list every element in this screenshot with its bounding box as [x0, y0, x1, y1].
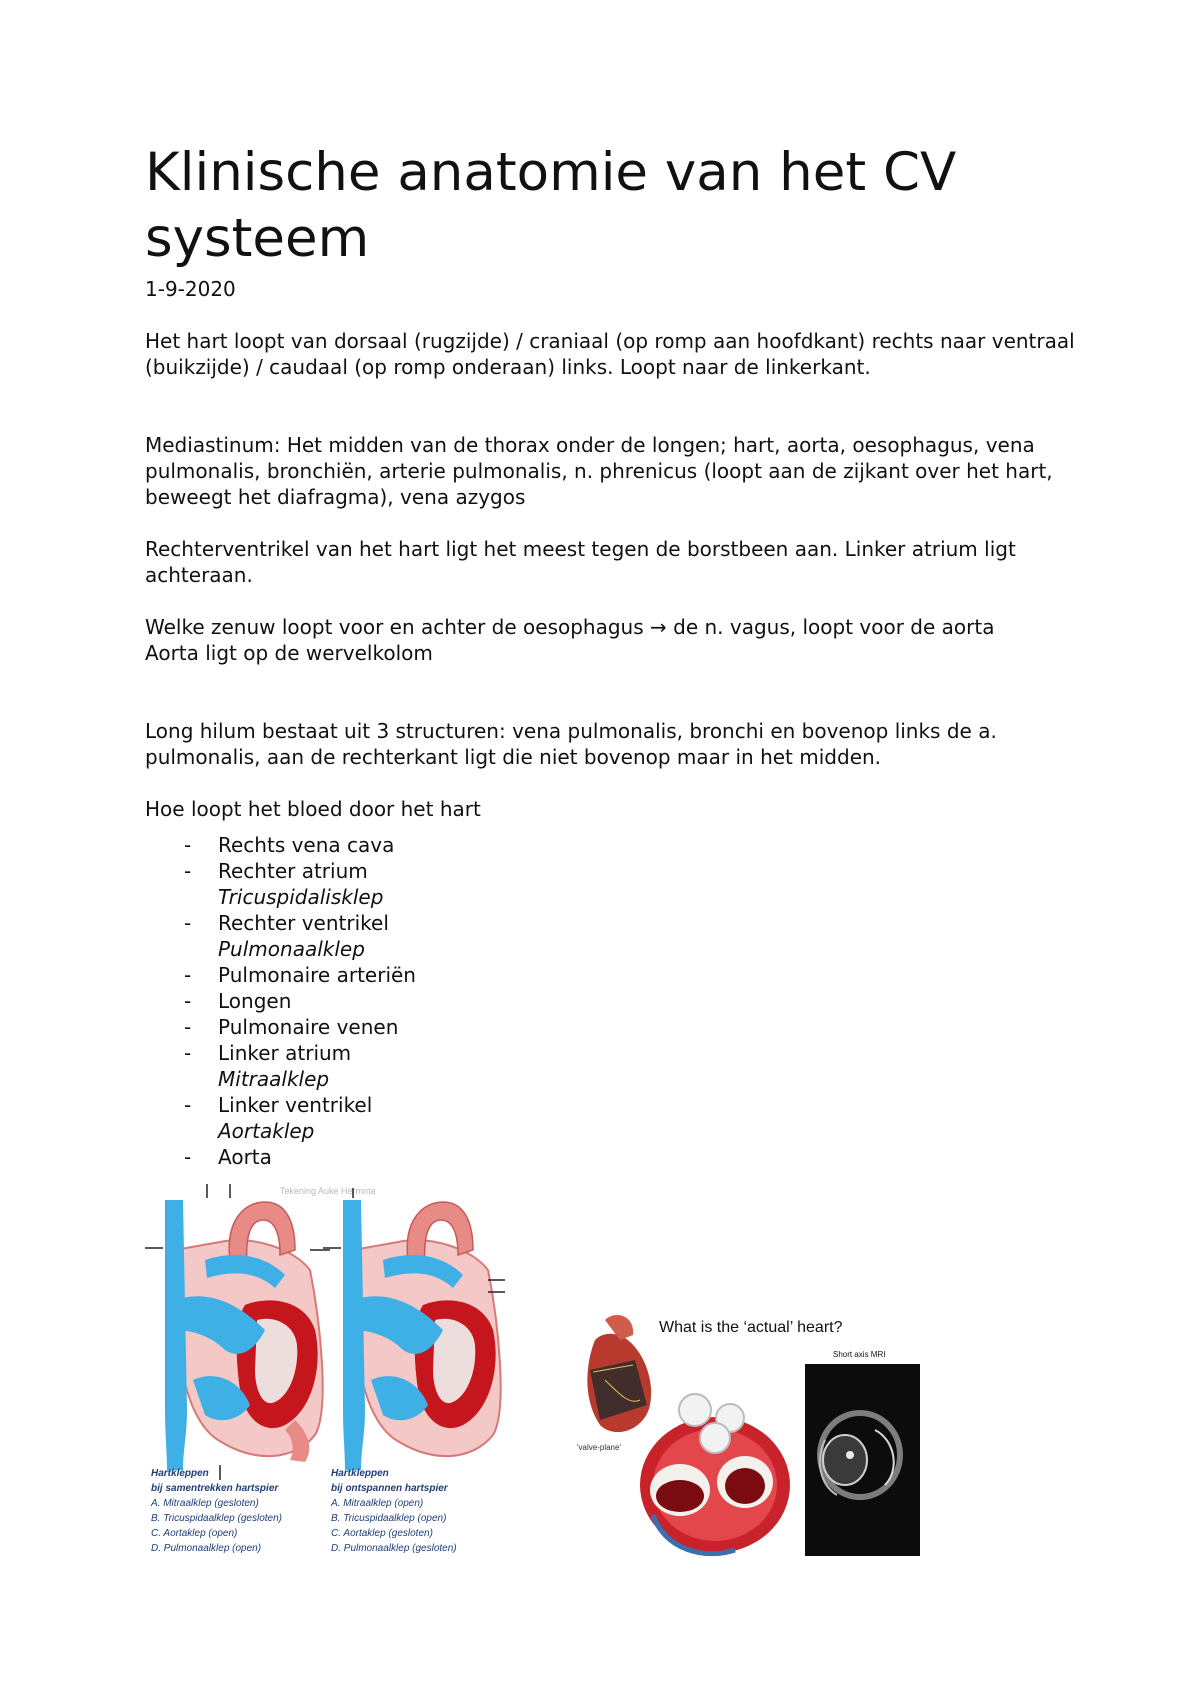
svg-text:A. Mitraalklep (open): A. Mitraalklep (open)	[331, 1498, 424, 1509]
list-item: - Pulmonaire arteriën	[184, 963, 416, 987]
list-item-label: Rechter atrium	[218, 859, 368, 883]
list-item: - Linker atrium Mitraalklep	[145, 1040, 745, 1092]
svg-text:B. Tricuspidaalklep (gesloten): B. Tricuspidaalklep (gesloten)	[151, 1513, 282, 1524]
page-title: Klinische anatomie van het CV systeem	[145, 142, 957, 269]
list-item-label: Linker atrium	[218, 1041, 352, 1065]
svg-text:A. Mitraalklep (gesloten): A. Mitraalklep (gesloten)	[151, 1498, 259, 1509]
heart-valves-diagram	[145, 1180, 511, 1556]
list-item-label: Aorta	[218, 1145, 272, 1169]
list-item: - Rechts vena cava	[184, 833, 395, 857]
list-item: - Longen	[184, 989, 292, 1013]
valve-label: Tricuspidalisklep	[218, 885, 384, 909]
svg-text:bij ontspannen hartspier: bij ontspannen hartspier	[331, 1483, 448, 1494]
paragraph-heart-orientation: Het hart loopt van dorsaal (rugzijde) / craniaal (op romp aan hoofdkant) rechts naar ventraal (buikzijde) / caudaal (op romp onderaan) links. Loopt naar de linkerkant.	[145, 329, 1075, 379]
mri-label: Short axis MRI	[833, 1350, 886, 1359]
list-item-label: Rechter ventrikel	[218, 911, 389, 935]
caption-relaxed	[330, 1468, 457, 1554]
valve-label: Mitraalklep	[218, 1067, 330, 1091]
paragraph-long-hilum: Long hilum bestaat uit 3 structuren: vena pulmonalis, bronchi en bovenop links de a. pulmonalis, aan de rechterkant ligt die niet bovenop maar in het midden.	[145, 719, 997, 769]
list-item-label: Longen	[218, 989, 292, 1013]
arrow-icon: →	[650, 615, 667, 639]
actual-heart-heading: What is the ‘actual’ heart?	[659, 1319, 843, 1336]
svg-text:Hartkleppen: Hartkleppen	[331, 1468, 389, 1479]
svg-text:bij samentrekken hartspier: bij samentrekken hartspier	[151, 1483, 279, 1494]
paragraph-ventricle-position: Rechterventrikel van het hart ligt het meest tegen de borstbeen aan. Linker atrium ligt achteraan.	[145, 537, 1016, 587]
list-item: - Pulmonaire venen	[184, 1015, 399, 1039]
heart-relaxed-diagram	[323, 1188, 505, 1470]
list-item-label: Rechts vena cava	[218, 833, 395, 857]
actual-heart-illustration	[575, 1310, 920, 1560]
list-item: - Rechter atrium Tricuspidalisklep	[145, 858, 745, 910]
list-item-label: Pulmonaire arteriën	[218, 963, 416, 987]
heart-contracted-diagram	[145, 1184, 330, 1480]
document-date: 1-9-2020	[145, 277, 236, 301]
figure-watermark: Tekening Auke Hermma	[280, 1186, 376, 1196]
valve-cross-section	[640, 1394, 790, 1554]
list-item-label: Pulmonaire venen	[218, 1015, 399, 1039]
paragraph-blood-flow-heading: Hoe loopt het bloed door het hart	[145, 797, 481, 821]
svg-text:C. Aortaklep (gesloten): C. Aortaklep (gesloten)	[331, 1528, 433, 1539]
valve-plane-heart	[577, 1315, 651, 1452]
list-item: - Rechter ventrikel Pulmonaalklep	[145, 910, 745, 962]
list-item: - Linker ventrikel Aortaklep	[145, 1092, 745, 1144]
heart-valves-figure	[145, 1180, 511, 1556]
valve-label: Aortaklep	[218, 1119, 315, 1143]
aorta-position: Aorta ligt op de wervelkolom	[145, 641, 433, 665]
valve-label: Pulmonaalklep	[218, 937, 365, 961]
blood-flow-list	[145, 832, 745, 1170]
svg-text:D. Pulmonaalklep (gesloten): D. Pulmonaalklep (gesloten)	[331, 1543, 457, 1554]
actual-heart-figure	[575, 1310, 920, 1560]
valve-plane-label: 'valve-plane'	[577, 1443, 621, 1452]
paragraph-mediastinum: Mediastinum: Het midden van de thorax onder de longen; hart, aorta, oesophagus, vena pulmonalis, bronchiën, arterie pulmonalis, n. phrenicus (loopt aan de zijkant over het hart, beweegt het diafragma), vena azygos	[145, 433, 1053, 509]
vagus-question: Welke zenuw loopt voor en achter de oesophagus	[145, 615, 644, 639]
svg-text:D. Pulmonaalklep (open): D. Pulmonaalklep (open)	[151, 1543, 262, 1554]
list-item-label: Linker ventrikel	[218, 1093, 373, 1117]
vagus-answer: de n. vagus, loopt voor de aorta	[673, 615, 995, 639]
list-item: - Aorta	[184, 1145, 272, 1169]
caption-contracted	[150, 1468, 282, 1554]
paragraph-vagus	[145, 614, 1080, 666]
short-axis-mri	[805, 1350, 920, 1556]
svg-text:C. Aortaklep (open): C. Aortaklep (open)	[151, 1528, 238, 1539]
svg-text:B. Tricuspidaalklep (open): B. Tricuspidaalklep (open)	[331, 1513, 447, 1524]
svg-text:Hartkleppen: Hartkleppen	[151, 1468, 209, 1479]
